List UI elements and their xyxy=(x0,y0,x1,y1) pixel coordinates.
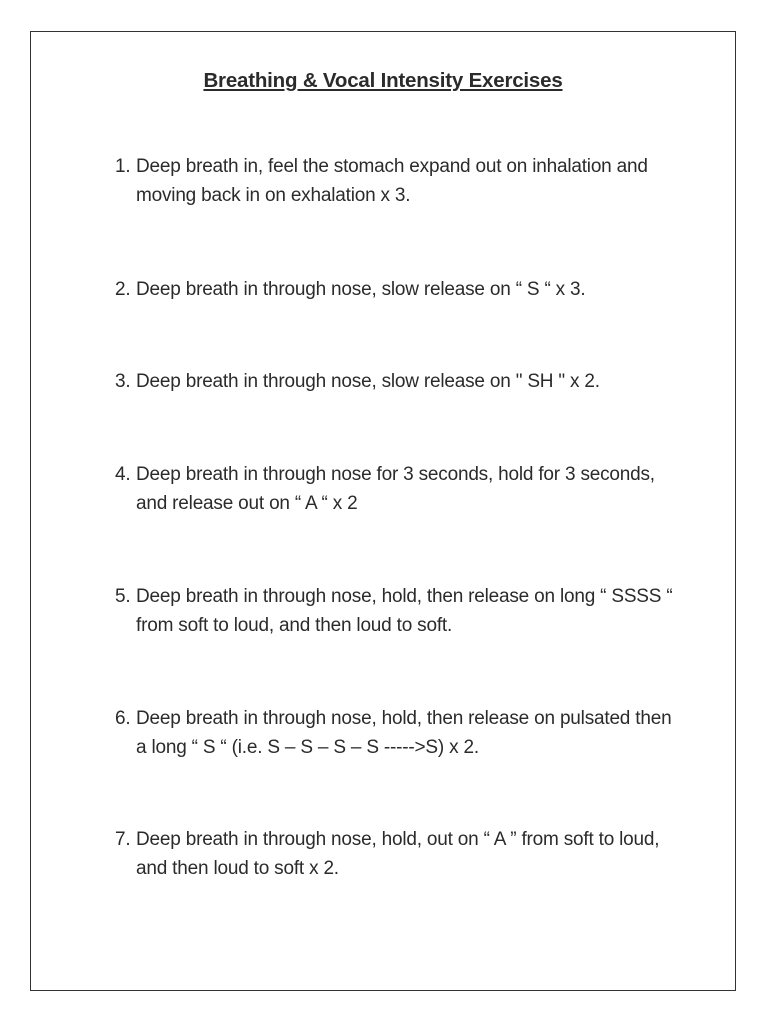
item-text: Deep breath in, feel the stomach expand out on inhalation and moving back in on exhalation x 3. xyxy=(136,156,648,206)
list-item xyxy=(115,582,685,640)
list-item xyxy=(115,704,685,762)
list-item xyxy=(115,367,685,396)
item-number: 4. xyxy=(115,464,131,485)
item-number: 5. xyxy=(115,586,131,607)
item-number: 6. xyxy=(115,708,131,729)
item-text: Deep breath in through nose, slow release on “ S “ x 3. xyxy=(136,279,586,300)
item-text: Deep breath in through nose, hold, then release on long “ SSSS “ from soft to loud, and then loud to soft. xyxy=(136,586,673,636)
list-item xyxy=(115,460,685,518)
list-item xyxy=(115,825,685,883)
item-number: 3. xyxy=(115,371,131,392)
document-page xyxy=(30,31,736,991)
list-item xyxy=(115,275,685,304)
list-item xyxy=(115,152,685,210)
item-text: Deep breath in through nose for 3 seconds, hold for 3 seconds, and release out on “ A “ x 2 xyxy=(136,464,655,514)
item-number: 7. xyxy=(115,829,131,850)
item-text: Deep breath in through nose, hold, then release on pulsated then a long “ S “ (i.e. S – S – S – S ----->S) x 2. xyxy=(136,708,672,758)
item-number: 2. xyxy=(115,279,131,300)
document-title: Breathing & Vocal Intensity Exercises xyxy=(203,69,563,92)
item-text: Deep breath in through nose, hold, out on “ A ” from soft to loud, and then loud to soft x 2. xyxy=(136,829,660,879)
item-number: 1. xyxy=(115,156,131,177)
item-text: Deep breath in through nose, slow release on " SH " x 2. xyxy=(136,371,600,392)
